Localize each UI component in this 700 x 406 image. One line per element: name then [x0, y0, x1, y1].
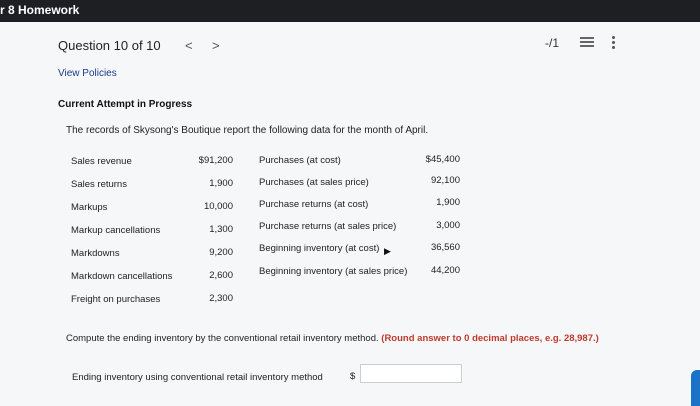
data-value: 1,900: [209, 178, 233, 189]
answer-label: Ending inventory using conventional retail inventory method: [72, 372, 323, 383]
data-label: Purchase returns (at cost): [259, 199, 369, 210]
question-score: -/1: [545, 36, 560, 50]
data-value: $91,200: [198, 155, 233, 166]
data-label: Freight on purchases: [71, 294, 161, 305]
data-label: Beginning inventory (at sales price): [259, 266, 408, 277]
prev-question-icon[interactable]: <: [185, 38, 193, 53]
more-options-icon[interactable]: [612, 34, 616, 51]
data-label: Purchases (at cost): [259, 155, 341, 166]
data-label: Markups: [71, 202, 108, 213]
question-panel: [0, 22, 700, 406]
data-value: 2,300: [209, 293, 233, 304]
data-value: 44,200: [430, 265, 460, 276]
data-value: 3,000: [436, 220, 460, 231]
assignment-title: r 8 Homework: [0, 3, 80, 17]
data-label: Purchases (at sales price): [259, 177, 369, 188]
data-value: 10,000: [203, 201, 233, 212]
question-prompt: Compute the ending inventory by the conventional retail inventory method.: [66, 333, 379, 344]
question-text: [66, 333, 599, 344]
currency-symbol: $: [350, 371, 356, 382]
rounding-instruction: (Round answer to 0 decimal places, e.g. 28,987.): [381, 333, 599, 344]
data-value: 36,560: [430, 242, 460, 253]
data-label: Markup cancellations: [71, 225, 161, 236]
data-value: $45,400: [425, 154, 460, 165]
problem-intro: The records of Skysong's Boutique report the following data for the month of April.: [66, 125, 429, 136]
data-value: 1,300: [209, 224, 233, 235]
side-scroll-tab[interactable]: [691, 370, 700, 406]
top-bar: [0, 0, 700, 22]
mouse-cursor-icon: ▶: [384, 246, 391, 256]
data-label: Markdown cancellations: [71, 271, 173, 282]
data-label: Sales revenue: [71, 156, 132, 167]
attempt-status: Current Attempt in Progress: [58, 99, 193, 110]
ending-inventory-input[interactable]: [360, 364, 462, 383]
data-value: 1,900: [436, 197, 460, 208]
data-value: 2,600: [209, 270, 233, 281]
data-label: Sales returns: [71, 179, 127, 190]
next-question-icon[interactable]: >: [212, 38, 220, 53]
data-label: Beginning inventory (at cost): [259, 243, 380, 254]
view-policies-link[interactable]: View Policies: [58, 68, 117, 79]
data-label: Markdowns: [71, 248, 120, 259]
data-value: 92,100: [430, 175, 460, 186]
question-list-icon[interactable]: [580, 35, 594, 49]
data-label: Purchase returns (at sales price): [259, 221, 397, 232]
data-value: 9,200: [209, 247, 233, 258]
question-counter: Question 10 of 10: [58, 38, 161, 53]
